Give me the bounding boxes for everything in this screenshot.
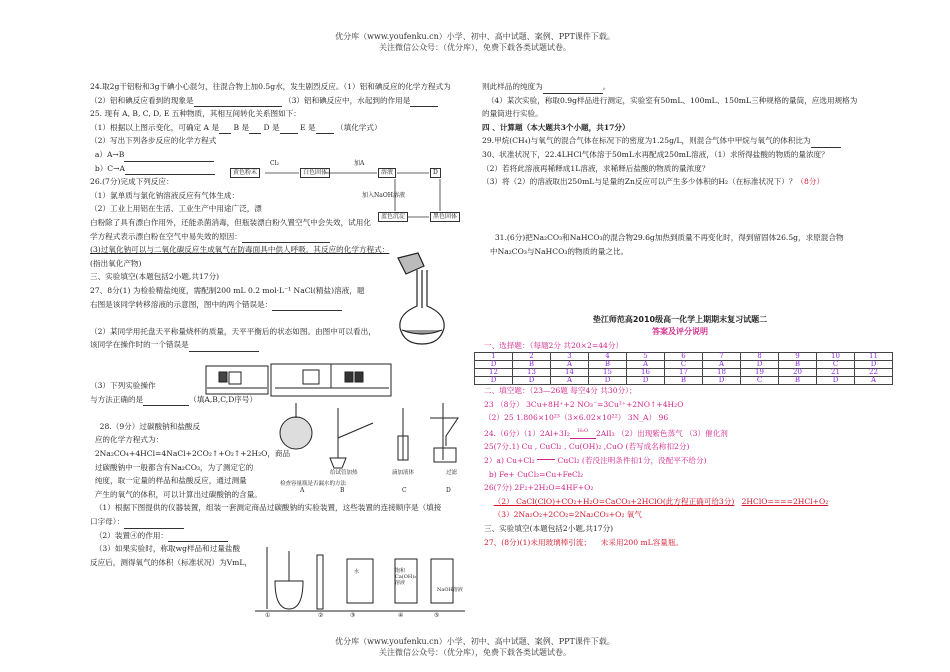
cell: D: [855, 361, 893, 369]
a25c: b) Fe+ CuCl₂=Cu+FeCl₂: [488, 469, 584, 479]
header-line-1: 优分库（www.youfenku.cn）小学、初中、高中试题、案例、PPT课件下载。: [335, 32, 615, 41]
a24b: 2AlI₃ （2）出现紫色蒸气 （3）催化剂: [595, 428, 728, 438]
cell: 1: [475, 353, 513, 361]
q25-b: b）C→A: [94, 163, 125, 173]
flow-node-8: 黑色固体: [430, 212, 460, 222]
q28b: 应的化学方程式为：: [94, 435, 164, 445]
answer-sec2: 二、填空题：（23—26题 每空4分 共30分）；: [484, 386, 637, 395]
q28c: 2Na₂CO₄+4HCl=4NaCl+2CO₂↑+O₂↑+2H₂O，商品: [94, 449, 291, 459]
q24-3: （3）铝和碘反应中，水起到的作用是: [283, 95, 411, 105]
q28a: 28.（9分）过碳酸钠和盐酸反: [99, 421, 201, 431]
q30-3: （3）将（2）的溶液取出250mL与足量的Zn反应可以产生多少体积的H₂（在标准状况下）？: [482, 177, 797, 187]
q30: 30、状准状况下，22.4LHCl气体溶于50mL水再配成250mL溶液，（1）求所得盐酸的物质的量浓度？: [482, 149, 829, 159]
left-section-3: 三、实验填空(本题包括2小题,共17分): [90, 272, 220, 282]
q27f: 与方法正确的是: [90, 394, 144, 404]
app-label-5: ⑤: [434, 612, 440, 619]
answer-sec1: 一、选择题：（每题2分 共20×2=44分）: [484, 341, 624, 350]
flow-arrows: [255, 165, 475, 230]
right-column: 则此样品的纯度为 。 （4）某次实验，称取0.9g样品进行测定，实验室有50mL、100mL、150mL三种规格的量筒，应选用规格为 的量筒进行实验。 四 、计算题（本大题共3个小题，共17分） 29.甲烷(CH₄)与氧气的混合气体在标况下的密度为1.25g/L，则混合气体中甲烷与氧气的体积比为 30、状准状况下，22.4LHCl气体溶于50mL水再配成250mL溶液，（1）求所得盐酸的物质的量浓度？ （2）若将此溶液再稀释成1L溶液，求稀释后盐酸的物质的量浓度？ （3）将（2）的溶液取出250mL与足量的Zn反应可以产生多少体积的H₂（在标准状况下）？（8分）: [482, 82, 858, 187]
q25-1e: （填化学式）: [336, 122, 382, 132]
q28j: （3）如果实验时，称取wg样品和过量盐酸: [94, 544, 241, 554]
r1: 则此样品的纯度为: [482, 82, 543, 91]
cell: 2: [513, 353, 551, 361]
cell: D: [627, 377, 665, 385]
cell: 20: [779, 369, 817, 377]
r3: 的量筒进行实验。: [482, 109, 543, 119]
cell: D: [741, 361, 779, 369]
a25: 25(7分.1) Cu , CuCl₂ , Cu(OH)₂ ,CuO (若写成名称扣2分): [484, 442, 690, 452]
q31: 31.(6分)把Na₂CO₃和NaHCO₃的混合物29.6g加热到质量不再变化时，得到留固体26.5g，求原混合物: [494, 233, 844, 242]
cell: D: [589, 377, 627, 385]
q24-text: 24.取2g干铝粉和3g干碘小心混匀，往混合物上加0.5g水，发生剧烈反应。（1）铝和碘反应的化学方程式为: [90, 82, 451, 91]
cell: D: [513, 377, 551, 385]
fig-label-a: 检查容量瓶是否漏水的方法: [280, 481, 347, 487]
a24-catalyst: H₂O: [570, 425, 596, 440]
q25-2: （2）写出下列各步反应的化学方程式: [90, 136, 217, 146]
fig-letter-b: B: [340, 487, 345, 494]
volumetric-flask-figure: [388, 248, 458, 348]
q25-1d: E 是: [300, 122, 316, 132]
a27b: 未采用200 mL容量瓶。: [600, 537, 684, 547]
answer-sec3: 三、实验填空(本题包括2小题,共17分): [484, 523, 614, 533]
cell: A: [855, 377, 893, 385]
cell: B: [589, 361, 627, 369]
q30-2: （2）若将此溶液再稀释成1L溶液，求稀释后盐酸的物质的量浓度？: [482, 163, 710, 173]
cell: B: [665, 377, 703, 385]
cell: A: [551, 377, 589, 385]
footer-line-1: 优分库（www.youfenku.cn）小学、初中、高中试题、案例、PPT课件下载。: [335, 637, 615, 646]
cell: 16: [627, 369, 665, 377]
q26-2a: （2）工业上用铝在生活、工业生产中用途广泛，漂: [90, 204, 262, 214]
q30-3-score: （8分）: [796, 177, 825, 187]
cell: B: [779, 361, 817, 369]
footer-line-2: 关注微信公众号：（优分库），免费下载各类试题试卷。: [379, 648, 571, 657]
cell: 10: [817, 353, 855, 361]
cell: C: [665, 361, 703, 369]
apparatus-figure: [255, 545, 465, 615]
cell: 21: [817, 369, 855, 377]
right-section-4: 四 、计算题（本大题共3个小题，共17分）: [482, 122, 630, 132]
cell: 6: [665, 353, 703, 361]
flow-node-6: 加入NaOH溶液: [362, 192, 405, 199]
q24-2: （2）铝和碘反应看到的现象是: [90, 95, 194, 105]
answer-table: [474, 352, 893, 385]
flow-node-5: 溶液: [378, 168, 396, 178]
q28f: 产生的氧气的体积，可以计算出过碳酸钠的含量。: [94, 489, 262, 499]
cell: 18: [703, 369, 741, 377]
cell: A: [551, 361, 589, 369]
operations-figure: [268, 398, 473, 478]
a26: 26(7分) 2F₂+2H₂O=4HF+O₂: [484, 483, 594, 493]
q27b: 右图是该同学转移溶液的示意图，图中的两个错误是：: [90, 299, 273, 309]
cell: 4: [589, 353, 627, 361]
answer-title: 垫江师范高2010级高一化学上期期末复习试题二: [592, 315, 768, 324]
fig-letter-a: A: [300, 487, 305, 494]
q26-3b: (指出氧化产物): [90, 258, 142, 268]
cell: 9: [779, 353, 817, 361]
q28g: （1）根据下图提供的仪器装置，组装一套测定商品过碳酸钠的实验装置，这些装置的连接顺序是（填接: [94, 503, 442, 513]
right-q31: [490, 231, 880, 258]
a25bb: CuCl₂ (若没注明条件扣1分，没配平不给分): [557, 455, 707, 465]
q27a: 27、8分(1) 为检验精盐纯度，需配制200 mL 0.2 mol·L⁻¹ NaCl(精盐)溶液，题: [90, 285, 365, 295]
q28k: 反应后，测得氧气的体积（标准状况）为VmL，: [90, 557, 253, 567]
app-label-3: ③: [350, 612, 356, 619]
cell: 13: [513, 369, 551, 377]
q25-1c: D 是: [263, 122, 280, 132]
balance-figure: [205, 358, 395, 398]
cell: C: [741, 377, 779, 385]
cell: 11: [855, 353, 893, 361]
q25-1: （1）根据以上图示变化，可确定 A 是: [90, 122, 220, 132]
r2: （4）某次实验，称取0.9g样品进行测定，实验室有50mL、100mL、150mL三种规格的量筒，应选用规格为: [486, 95, 858, 105]
q29: 29.甲烷(CH₄)与氧气的混合气体在标况下的密度为1.25g/L，则混合气体中甲烷与氧气的体积比为: [482, 136, 811, 146]
cell: D: [475, 361, 513, 369]
cell: 12: [475, 369, 513, 377]
q27d: 该同学在操作时的一个错误是: [90, 340, 189, 350]
answers-block: [484, 384, 884, 549]
fig-label-d: 过滤: [446, 470, 458, 476]
q25-text: 25. 现有 A, B, C, D, E 五种物质，其相互间转化关系图如下：: [90, 109, 301, 119]
header-line-2: 关注微信公众号：（优分库），免费下载各类试题试卷。: [379, 43, 571, 52]
q27g: （填A,B,C,D序号）: [189, 394, 258, 404]
app-label-1: ①: [265, 612, 271, 619]
q26-3a: (3)过氧化钠可以与二氧化碳反应生成氧气在防毒面具中供人呼吸，其反应的化学方程式：: [90, 245, 390, 255]
cell: 14: [551, 369, 589, 377]
cell: D: [703, 377, 741, 385]
cell: 8: [741, 353, 779, 361]
cell: 17: [665, 369, 703, 377]
answer-subtitle: 答案及评分说明: [652, 327, 708, 336]
cell: 7: [703, 353, 741, 361]
q31b: 中Na₂CO₃与NaHCO₃的物质的量之比。: [490, 246, 629, 256]
q26-2c: 学方程式表示漂白粉在空气中易失效的原因：: [90, 231, 242, 241]
fig-letter-c: C: [402, 487, 407, 494]
cell: 22: [855, 369, 893, 377]
q27e: （3）下列实验操作: [90, 381, 156, 391]
flow-node-1: 黄色粉末: [230, 168, 260, 178]
q25-a: a）A→B: [94, 149, 125, 159]
app-label-naoh: NaOH溶液: [437, 587, 463, 593]
app-label-4: ④: [398, 612, 404, 619]
flow-node-4: 加A: [354, 160, 365, 167]
app-label-2: ②: [318, 612, 324, 619]
cell: 19: [741, 369, 779, 377]
cell: 5: [627, 353, 665, 361]
a23: 23 （8分） 3Cu+8H⁺+2 NO₃⁻=3Cu²⁺+2NO↑+4H₂O: [484, 399, 684, 409]
cell: D: [475, 377, 513, 385]
flow-node-7: 蓝色沉淀: [378, 212, 408, 222]
flow-node-3: 白色固体: [300, 168, 330, 178]
q28h: 口字母）：: [90, 517, 125, 526]
q26-1: （1）氯单质与氯化钠溶液反应有气体生成：: [90, 190, 240, 200]
a26c: （3）2Na₂O₂+2CO₂=2Na₂CO₃+O₂ 氧气: [493, 510, 642, 520]
a27: 27、(8分)(1)未用玻璃棒引流；: [484, 537, 592, 547]
flow-node-2: Cl₂: [270, 160, 279, 167]
cell: C: [817, 361, 855, 369]
q26-text: 26.(7分)完成下列反应：: [90, 177, 174, 187]
app-label-caoh: 饱和Ca(OH)₂溶液: [395, 568, 417, 586]
cell: D: [817, 377, 855, 385]
cell: A: [627, 361, 665, 369]
flow-node-13: D: [430, 168, 441, 178]
q28e: 纯度，取一定量的样品和盐酸反应，通过测量: [94, 476, 247, 486]
q26-2b: 白粉除了具有漂白作用外，还能杀菌消毒，但瓶装漂白粉久置空气中会失效，试用化: [90, 217, 371, 227]
a26b: （2） CaCl(ClO)+CO₂+H₂O=CaCO₃+2HClO(此方程正确可给3分): [493, 496, 735, 506]
a26bb: 2HClO====2HCl+O₂: [741, 496, 829, 506]
q25-1b: B 是: [233, 122, 250, 132]
q28i: （2）装置④的作用：: [94, 530, 169, 540]
a25b: 2）a) Cu+Cl₂: [484, 455, 538, 465]
fig-label-b: 给试管加热: [330, 470, 358, 476]
fig-letter-d: D: [446, 487, 451, 494]
cell: 3: [551, 353, 589, 361]
q28d: 过碳酸钠中一般都含有Na₂CO₃，为了测定它的: [94, 462, 254, 472]
fig-label-c: 滴加液体: [392, 470, 415, 476]
cell: B: [513, 361, 551, 369]
cell: 15: [589, 369, 627, 377]
cell: A: [703, 361, 741, 369]
app-label-water: 水: [354, 569, 360, 575]
cell: B: [779, 377, 817, 385]
a23b: （2）25 1.806×10²³（3×6.02×10²²） 3N_A） 96: [484, 413, 669, 423]
q27c: （2）某同学用托盘天平称量烧杯的质量，天平平衡后的状态如图。由图中可以看出，: [90, 326, 376, 336]
a24: 24.（6分）（1）2Al+3I₂: [484, 428, 570, 438]
